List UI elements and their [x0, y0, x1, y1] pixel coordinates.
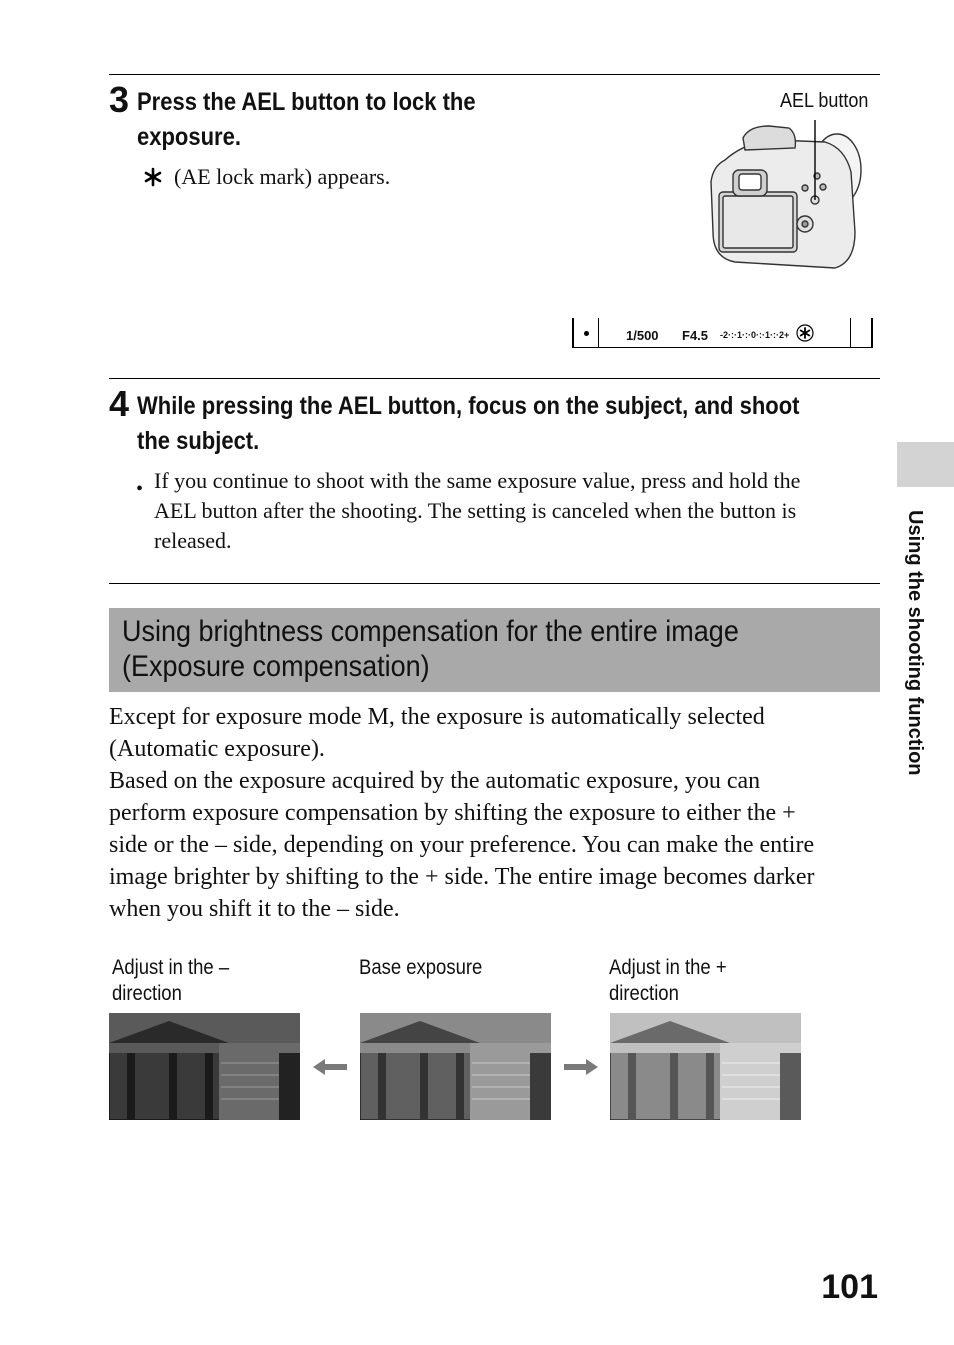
- arrow-right-icon: [564, 1058, 598, 1076]
- aperture-value: F4.5: [682, 328, 709, 343]
- caption-line: Adjust in the –: [112, 956, 230, 979]
- body-paragraph: [109, 701, 884, 925]
- step-heading-line: While pressing the AEL button, focus on the subject, and shoot: [137, 392, 800, 420]
- section-title-line: (Exposure compensation): [122, 650, 430, 683]
- shutter-speed: 1/500: [626, 328, 659, 343]
- step-number: 4: [109, 383, 130, 424]
- divider: [109, 74, 880, 75]
- step-heading: [137, 389, 876, 459]
- bullet-line: released.: [154, 528, 232, 553]
- step-number: 3: [109, 79, 130, 120]
- focus-indicator: [584, 331, 589, 336]
- paragraph-line: perform exposure compensation by shifting the exposure to either the +: [109, 800, 796, 826]
- chapter-label: Using the shooting function: [904, 510, 926, 776]
- section-title-line: Using brightness compensation for the entire image: [122, 615, 739, 648]
- arrow-left-icon: [313, 1058, 347, 1076]
- bullet-marker: •: [136, 478, 144, 500]
- paragraph-line: side or the – side, depending on your preference. You can make the entire: [109, 832, 815, 858]
- step-heading: [137, 85, 476, 155]
- caption-line: Adjust in the +: [609, 956, 727, 979]
- paragraph-line: Based on the exposure acquired by the automatic exposure, you can: [109, 768, 761, 794]
- vf-divider: [850, 318, 851, 348]
- section-title: [122, 614, 860, 684]
- bullet-line: If you continue to shoot with the same exposure value, press and hold the: [154, 468, 801, 493]
- paragraph-line: when you shift it to the – side.: [109, 896, 400, 922]
- bullet-text: [154, 466, 884, 556]
- ae-lock-mark-icon: [142, 166, 164, 188]
- caption-plus: [609, 955, 727, 1007]
- caption-line: direction: [112, 982, 182, 1005]
- paragraph-line: image brighter by shifting to the + side. The entire image becomes darker: [109, 864, 815, 890]
- caption-line: direction: [609, 982, 679, 1005]
- bullet-line: AEL button after the shooting. The setting is canceled when the button is: [154, 498, 797, 523]
- photo-base: [360, 1013, 551, 1120]
- caption-minus: [112, 955, 229, 1007]
- paragraph-line: Except for exposure mode M, the exposure is automatically selected: [109, 704, 765, 730]
- paragraph-line: (Automatic exposure).: [109, 736, 325, 762]
- step-heading-line: Press the AEL button to lock the: [137, 88, 476, 116]
- chapter-tab: [897, 442, 954, 487]
- page-number: 101: [821, 1268, 878, 1306]
- step-heading-line: the subject.: [137, 427, 260, 455]
- ael-button-callout: AEL button: [780, 90, 869, 112]
- ae-lock-note: (AE lock mark) appears.: [174, 164, 391, 189]
- photo-brighter: [610, 1013, 801, 1120]
- divider: [109, 583, 880, 584]
- photo-darker: [109, 1013, 300, 1120]
- viewfinder-display: [572, 318, 873, 348]
- exposure-scale: -2·:·1·:·0·:·1·:·2+: [720, 330, 790, 340]
- divider: [109, 378, 880, 379]
- ae-lock-indicator-icon: [796, 324, 814, 342]
- vf-divider: [598, 318, 599, 348]
- camera-illustration: [705, 112, 867, 274]
- caption-base: Base exposure: [359, 956, 483, 979]
- step-heading-line: exposure.: [137, 123, 241, 151]
